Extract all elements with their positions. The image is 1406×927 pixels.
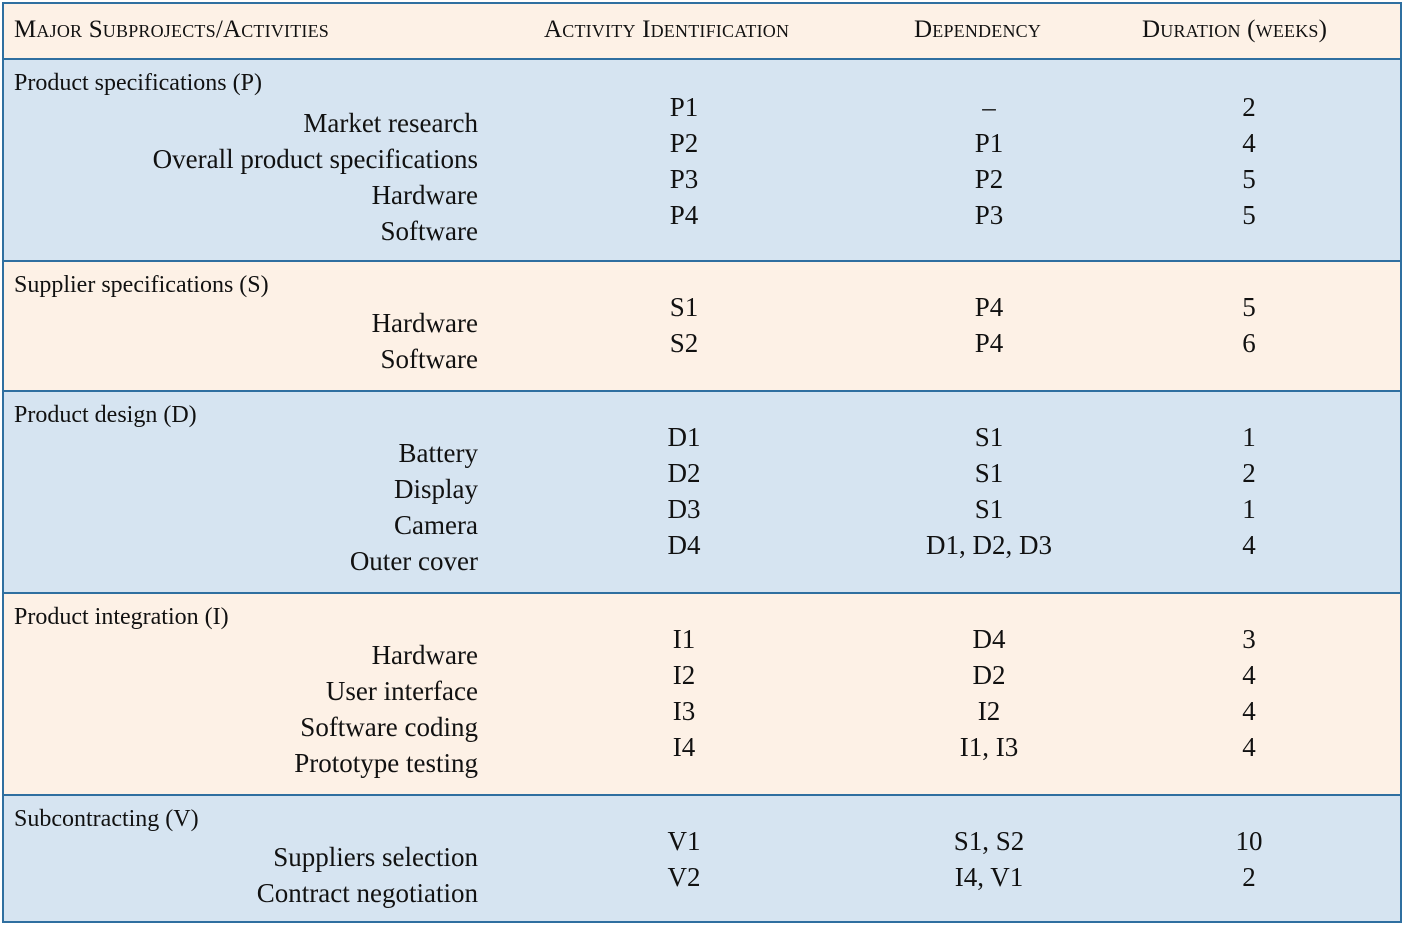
activity-dependency: D1, D2, D3 [926,530,1052,560]
table-row [4,328,1400,380]
section-title: Subcontracting (V) [14,806,199,832]
header-duration: Duration (weeks) [1142,16,1328,43]
activity-id: P4 [669,200,699,230]
activity-name: Software [380,216,478,246]
table-row [4,732,1400,784]
activity-id: P3 [669,164,699,194]
activity-name: Market research [303,108,478,138]
table-section [4,594,1400,796]
activity-duration: 3 [1242,624,1256,654]
section-rows [4,92,1400,252]
activity-name: Software [380,344,478,374]
activity-name: Hardware [371,640,478,670]
activity-duration: 6 [1242,328,1256,358]
activity-name: Suppliers selection [273,842,478,872]
header-identification: Activity Identification [544,16,790,43]
section-rows [4,826,1400,914]
section-title: Product design (D) [14,402,197,428]
activity-id: V1 [667,826,701,856]
activity-duration: 2 [1242,862,1256,892]
activity-table [2,2,1402,923]
section-rows [4,624,1400,784]
activity-duration: 5 [1242,292,1256,322]
activity-dependency: S1 [974,458,1004,488]
section-rows [4,422,1400,582]
activity-duration: 5 [1242,200,1256,230]
activity-id: I2 [672,660,696,690]
activity-dependency: P1 [974,128,1004,158]
section-title: Product specifications (P) [14,70,262,96]
activity-id: D1 [667,422,701,452]
activity-duration: 4 [1242,128,1256,158]
table-header [4,4,1400,60]
activity-dependency: P3 [974,200,1004,230]
activity-name: Display [394,474,478,504]
activity-id: S1 [669,292,699,322]
activity-duration: 2 [1242,92,1256,122]
activity-dependency: – [982,92,996,122]
activity-name: Contract negotiation [256,878,478,908]
activity-id: I3 [672,696,696,726]
activity-dependency: P2 [974,164,1004,194]
activity-duration: 4 [1242,530,1256,560]
activity-id: D2 [667,458,701,488]
table-row [4,862,1400,914]
table-section [4,60,1400,262]
activity-dependency: S1 [974,494,1004,524]
activity-name: Camera [394,510,478,540]
activity-dependency: S1 [974,422,1004,452]
activity-dependency: I2 [977,696,1001,726]
activity-name: Software coding [300,712,478,742]
activity-duration: 4 [1242,696,1256,726]
header-activities: Major Subprojects/Activities [14,16,330,43]
activity-id: D3 [667,494,701,524]
activity-id: S2 [669,328,699,358]
activity-id: P2 [669,128,699,158]
activity-dependency: P4 [974,292,1004,322]
activity-name: Hardware [371,308,478,338]
activity-name: User interface [325,676,478,706]
activity-dependency: D4 [972,624,1006,654]
activity-dependency: S1, S2 [953,826,1025,856]
activity-name: Outer cover [349,546,478,576]
activity-dependency: I1, I3 [959,732,1019,762]
activity-id: P1 [669,92,699,122]
activity-duration: 2 [1242,458,1256,488]
activity-duration: 1 [1242,494,1256,524]
table-row [4,530,1400,582]
activity-duration: 5 [1242,164,1256,194]
activity-id: I4 [672,732,696,762]
table-section [4,392,1400,594]
activity-id: D4 [667,530,701,560]
activity-dependency: P4 [974,328,1004,358]
activity-dependency: I4, V1 [954,862,1024,892]
activity-name: Prototype testing [294,748,478,778]
activity-dependency: D2 [972,660,1006,690]
activity-duration: 10 [1235,826,1263,856]
activity-name: Overall product specifications [152,144,478,174]
activity-duration: 1 [1242,422,1256,452]
activity-name: Battery [398,438,478,468]
table-row [4,200,1400,252]
header-dependency: Dependency [914,16,1042,43]
activity-duration: 4 [1242,732,1256,762]
activity-id: V2 [667,862,701,892]
table-section [4,796,1400,923]
section-title: Supplier specifications (S) [14,272,269,298]
section-rows [4,292,1400,380]
activity-name: Hardware [371,180,478,210]
table-section [4,262,1400,392]
section-title: Product integration (I) [14,604,229,630]
activity-id: I1 [672,624,696,654]
activity-duration: 4 [1242,660,1256,690]
